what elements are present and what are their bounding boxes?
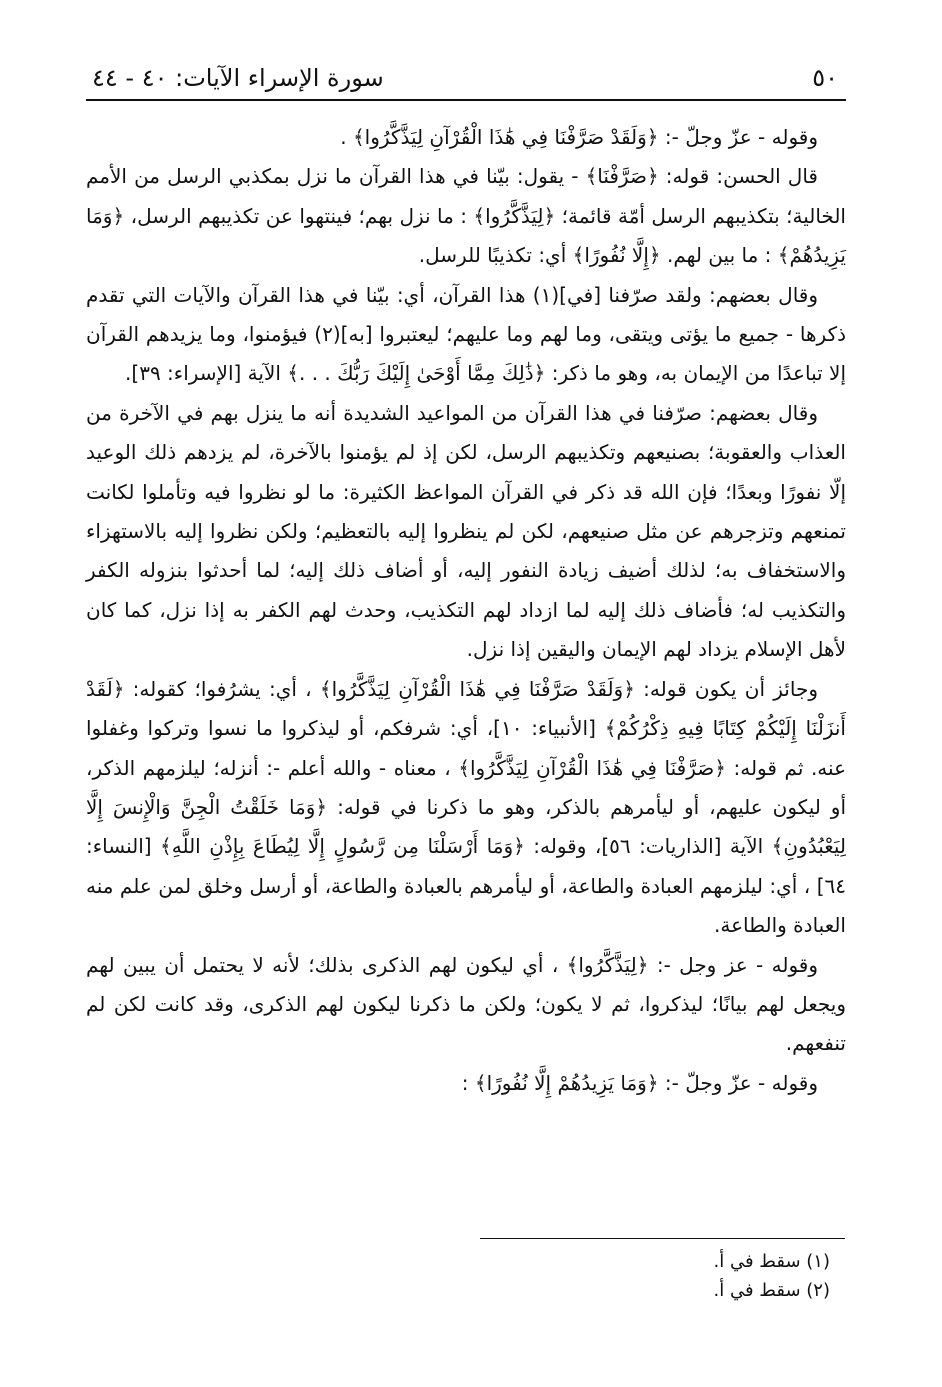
paragraph: وقوله - عزّ وجلّ -: ﴿وَمَا يَزِيدُهُمْ إِلَّا نُفُورًا﴾ : [461,1070,818,1095]
paragraph: وقوله - عزّ وجلّ -: ﴿وَلَقَدْ صَرَّفْنَا فِي هَٰذَا الْقُرْآنِ لِيَذَّكَّرُوا﴾ . [340,125,818,149]
footnote: (١) سقط في أ. [713,1251,830,1272]
paragraph: وقوله - عز وجل -: ﴿لِيَذَّكَّرُوا﴾ ، أي ليكون لهم الذكرى بذلك؛ لأنه لا يحتمل أن يبين لهم ويجعل لهم بيانًا؛ ليذكروا، ثم لا يكون؛ ولكن ما ذكرنا ليكون لهم الذكرى، وقد كانت لكن لم تنفعهم. [86,952,846,1056]
footnotes [86,1247,830,1305]
header-rule [86,99,846,101]
paragraph: وقال بعضهم: ولقد صرّفنا [في](١) هذا القرآن، أي: بيّنا في هذا القرآن والآيات التي تقدم ذكرها - جميع ما يؤتى ويتقى، وما لهم وما عليهم؛ ليعتبروا [به](٢) فيؤمنوا، وما يزيدهم القرآن إلا تباعدًا من الإيمان به، وهو ما ذكر: ﴿ذَٰلِكَ مِمَّا أَوْحَىٰ إِلَيْكَ رَبُّكَ . . .﴾ الآية [الإسراء: ٣٩]. [86,282,846,386]
running-title: سورة الإسراء الآيات: ٤٠ - ٤٤ [92,64,384,92]
paragraph: وجائز أن يكون قوله: ﴿وَلَقَدْ صَرَّفْنَا فِي هَٰذَا الْقُرْآنِ لِيَذَّكَّرُوا﴾ ، أي: يشرُفوا؛ كقوله: ﴿لَقَدْ أَنزَلْنَا إِلَيْكُمْ كِتَابًا فِيهِ ذِكْرُكُمْ﴾ [الأنبياء: ١٠]، أي: شرفكم، أو ليذكروا ما نسوا وتركوا وغفلوا عنه. ثم قوله: ﴿صَرَّفْنَا فِي هَٰذَا الْقُرْآنِ لِيَذَّكَّرُوا﴾ ، معناه - والله أعلم -: أنزله؛ ليلزمهم الذكر، أو ليكون عليهم، أو ليأمرهم بالذكر، وهو ما ذكرنا في قوله: ﴿وَمَا خَلَقْتُ الْجِنَّ وَالْإِنسَ إِلَّا لِيَعْبُدُونِ﴾ الآية [الذاريات: ٥٦]، وقوله: ﴿وَمَا أَرْسَلْنَا مِن رَّسُولٍ إِلَّا لِيُطَاعَ بِإِذْنِ اللَّهِ﴾ [النساء: ٦٤] ، أي: ليلزمهم العبادة والطاعة، أو ليأمرهم بالعبادة والطاعة، أو أرسل وخلق لمن علم منه العبادة والطاعة. [86,676,847,938]
footnote: (٢) سقط في أ. [713,1280,830,1301]
paragraph: وقال بعضهم: صرّفنا في هذا القرآن من المواعيد الشديدة أنه ما ينزل بهم في الآخرة من العذاب والعقوبة؛ بصنيعهم وتكذيبهم الرسل، لكن إذ لم يؤمنوا بالآخرة، لم يزدهم ذلك الوعيد إلّا نفورًا وبعدًا؛ فإن الله قد ذكر في القرآن المواعظ الكثيرة: ما لو نظروا فيه وتأملوا لكانت تمنعهم وتزجرهم عن مثل صنيعهم، لكن لم ينظروا إليه بالتعظيم؛ ولكن نظروا إليه بالاستهزاء والاستخفاف به؛ لذلك أضيف زيادة النفور إليه، أو أضاف ذلك إليه؛ لما أحدثوا بنزوله الكفر والتكذيب له؛ فأضاف ذلك إليه لما ازداد لهم التكذيب، وحدث لهم الكفر به إذا نزل، كما كان لأهل الإسلام يزداد لهم الإيمان واليقين إذا نزل. [86,400,846,662]
main-text [86,118,846,1103]
footnote-rule [480,1238,845,1239]
paragraph: قال الحسن: قوله: ﴿صَرَّفْنَا﴾ - يقول: بيّنا في هذا القرآن ما نزل بمكذبي الرسل من الأمم الخالية؛ بتكذيبهم الرسل أمّة قائمة؛ ﴿لِيَذَّكَّرُوا﴾ : ما نزل بهم؛ فينتهوا عن تكذيبهم الرسل، ﴿وَمَا يَزِيدُهُمْ﴾ : ما بين لهم. ﴿إِلَّا نُفُورًا﴾ أي: تكذيبًا للرسل. [86,164,846,268]
page-number: ٥٠ [812,64,838,92]
page-header [86,60,846,96]
